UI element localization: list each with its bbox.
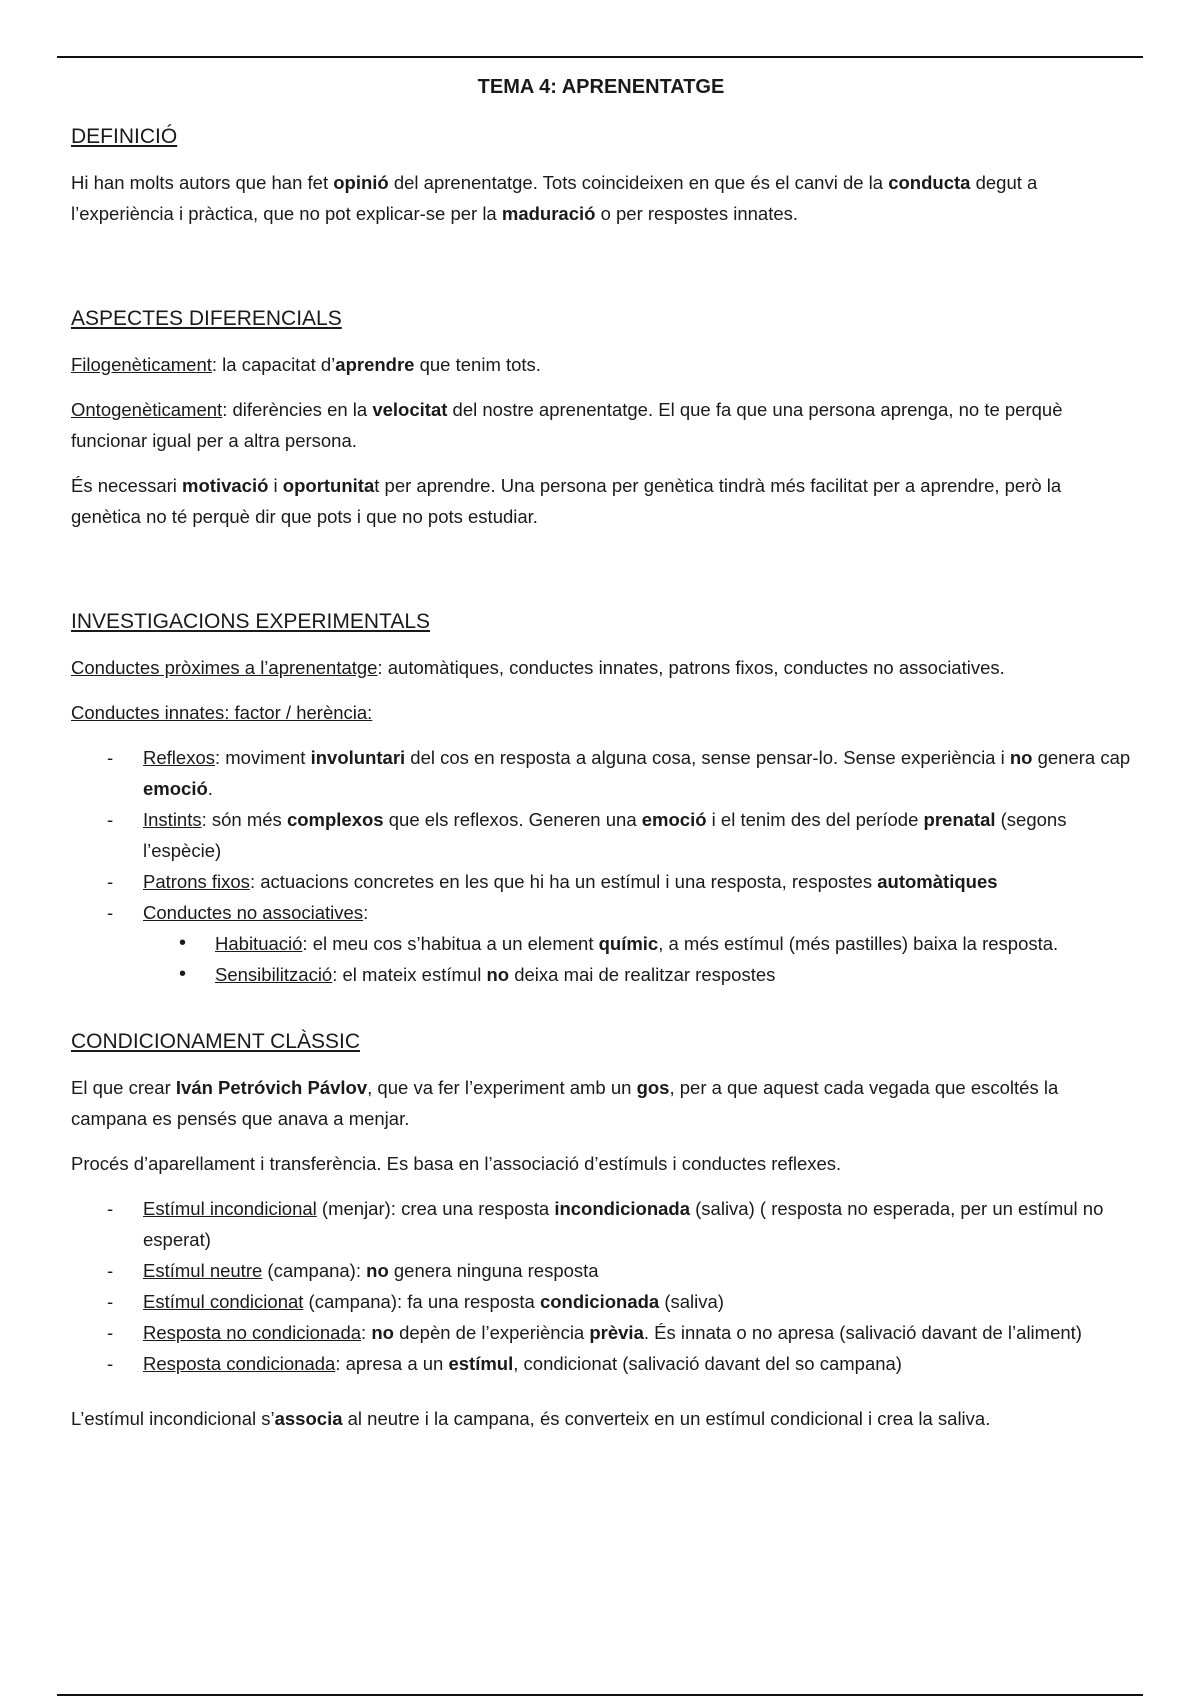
paragraph: Procés d’aparellament i transferència. Es basa en l’associació d’estímuls i conductes reflexes. — [71, 1153, 842, 1174]
top-rule — [57, 56, 1143, 58]
paragraph: Conductes pròximes a l’aprenentatge: automàtiques, conductes innates, patrons fixos, conductes no associatives. — [71, 657, 1005, 678]
paragraph: És necessari motivació i oportunitat per aprendre. Una persona per genètica tindrà més facilitat per a aprendre, però la genètica no té perquè dir que pots i que no pots estudiar. — [71, 475, 1062, 527]
document-body — [71, 72, 1131, 1448]
heading-condicionament-classic: CONDICIONAMENT CLÀSSIC — [71, 1030, 360, 1053]
heading-definicio: DEFINICIÓ — [71, 125, 178, 148]
list-item: - Instints: són més complexos que els reflexos. Generen una emoció i el tenim des del període prenatal (segons l’espècie) — [143, 804, 1131, 866]
list-item: - Resposta no condicionada: no depèn de l’experiència prèvia. És innata o no apresa (salivació davant de l’aliment) — [143, 1317, 1131, 1348]
bullet-list — [143, 928, 1131, 990]
paragraph: L’estímul incondicional s’associa al neutre i la campana, és converteix en un estímul condicional i crea la saliva. — [71, 1408, 991, 1429]
list-item: • Habituació: el meu cos s’habitua a un element químic, a més estímul (més pastilles) baixa la resposta. — [215, 928, 1131, 959]
list-item: - Estímul condicionat (campana): fa una resposta condicionada (saliva) — [143, 1286, 1131, 1317]
list-item: - Conductes no associatives: • Habituació: el meu cos s’habitua a un element químic, a més estímul (més pastilles) baixa la resposta. • Sensibilització: el mateix estímul no deixa mai de realitzar respostes — [143, 897, 1131, 990]
list-item: - Estímul neutre (campana): no genera ninguna resposta — [143, 1255, 1131, 1286]
list-item: - Resposta condicionada: apresa a un estímul, condicionat (salivació davant del so campana) — [143, 1348, 1131, 1379]
heading-aspectes-diferencials: ASPECTES DIFERENCIALS — [71, 307, 342, 330]
dash-list — [71, 1193, 1131, 1379]
list-item: - Estímul incondicional (menjar): crea una resposta incondicionada (saliva) ( resposta no esperada, per un estímul no esperat) — [143, 1193, 1131, 1255]
dash-list — [71, 742, 1131, 990]
bottom-rule — [57, 1694, 1143, 1696]
paragraph: Hi han molts autors que han fet opinió del aprenentatge. Tots coincideixen en que és el canvi de la conducta degut a l’experiència i pràctica, que no pot explicar-se per la maduració o per respostes innates. — [71, 172, 1038, 224]
heading-investigacions-experimentals: INVESTIGACIONS EXPERIMENTALS — [71, 610, 431, 633]
paragraph: El que crear Iván Petróvich Pávlov, que va fer l’experiment amb un gos, per a que aquest cada vegada que escoltés la campana es pensés que anava a menjar. — [71, 1077, 1059, 1129]
paragraph: Ontogenèticament: diferències en la velocitat del nostre aprenentatge. El que fa que una persona aprenga, no te perquè funcionar igual per a altra persona. — [71, 399, 1063, 451]
page-title: TEMA 4: APRENENTATGE — [477, 76, 725, 98]
list-item: - Patrons fixos: actuacions concretes en les que hi ha un estímul i una resposta, respostes automàtiques — [143, 866, 1131, 897]
paragraph: Filogenèticament: la capacitat d’aprendre que tenim tots. — [71, 354, 541, 375]
paragraph: Conductes innates: factor / herència: — [71, 702, 373, 723]
list-item: • Sensibilització: el mateix estímul no deixa mai de realitzar respostes — [215, 959, 1131, 990]
list-item: - Reflexos: moviment involuntari del cos en resposta a alguna cosa, sense pensar-lo. Sense experiència i no genera cap emoció. — [143, 742, 1131, 804]
